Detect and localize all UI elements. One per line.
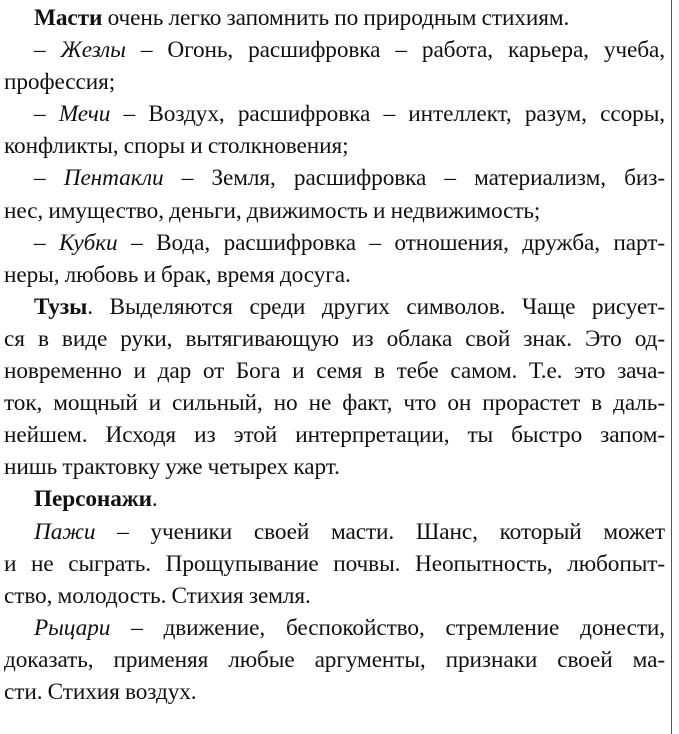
text-line [4, 66, 665, 98]
text-run: – [34, 37, 61, 64]
text-line [4, 676, 665, 708]
italic-term: Жезлы [60, 37, 126, 64]
text-run: нейшем. Исходя из этой интерпретации, ты быстро запом- [4, 422, 665, 449]
text-run: и не сыграть. Прощупывание почвы. Неопытность, любопыт- [4, 550, 665, 577]
bold-term: Масти [34, 5, 103, 31]
text-run: – движение, беспокойство, стремление донести, [110, 614, 665, 641]
text-line [4, 516, 665, 548]
document-page [4, 0, 672, 734]
text-run: – [34, 165, 64, 192]
text-run: новременно и дар от Бога и семя в тебе самом. Т.е. это зача- [4, 358, 665, 385]
text-line [4, 259, 665, 291]
text-run: профессия; [4, 69, 116, 96]
text-run: ток, мощный и сильный, но не факт, что он прорастет в даль- [4, 390, 665, 417]
text-line [4, 195, 665, 227]
text-line [4, 291, 665, 323]
text-run: . Выделяются среди других символов. Чаще рисует- [87, 293, 665, 320]
italic-term: Пажи [34, 518, 96, 545]
text-run: неры, любовь и брак, время досуга. [4, 261, 351, 288]
text-line [4, 451, 665, 483]
text-run: конфликты, споры и столкновения; [4, 133, 349, 160]
text-line [4, 227, 665, 259]
text-line [4, 130, 665, 162]
text-line [4, 612, 665, 644]
italic-term: Пентакли [63, 165, 164, 192]
text-line [4, 355, 665, 387]
text-run: – Земля, расшифровка – материализм, биз- [163, 165, 665, 192]
text-run: – [34, 229, 60, 256]
text-run: ся в виде руки, вытягивающую из облака свой знак. Это од- [4, 325, 665, 352]
text-line [4, 548, 665, 580]
text-run: . [151, 486, 158, 513]
italic-term: Рыцари [34, 614, 111, 641]
text-line [4, 387, 665, 419]
bold-term: Персонажи [34, 486, 152, 513]
text-run: нишь трактовку уже четырех карт. [4, 454, 340, 481]
text-run: очень легко запомнить по природным стихиям. [102, 5, 570, 31]
text-line [4, 483, 665, 515]
text-run: сти. Стихия воздух. [4, 678, 197, 705]
text-line [4, 644, 665, 676]
text-line [4, 2, 665, 34]
text-line [4, 323, 665, 355]
text-line [4, 162, 665, 194]
text-run: доказать, применяя любые аргументы, признаки своей ма- [4, 646, 665, 673]
text-run: – Огонь, расшифровка – работа, карьера, учеба, [125, 37, 666, 64]
document-text [4, 0, 671, 708]
text-run: – Вода, расшифровка – отношения, дружба, парт- [117, 229, 665, 256]
bold-term: Тузы [34, 293, 88, 320]
italic-term: Мечи [58, 101, 111, 128]
text-run: – Воздух, расшифровка – интеллект, разум, ссоры, [110, 101, 665, 128]
text-line [4, 419, 665, 451]
text-run: нес, имущество, деньги, движимость и недвижимость; [4, 197, 541, 224]
text-line [4, 98, 665, 130]
text-run: – [34, 101, 59, 128]
text-run: ство, молодость. Стихия земля. [4, 582, 311, 609]
text-line [4, 580, 665, 612]
italic-term: Кубки [59, 229, 118, 256]
text-line [4, 34, 665, 66]
text-run: – ученики своей масти. Шанс, который может [95, 518, 665, 545]
